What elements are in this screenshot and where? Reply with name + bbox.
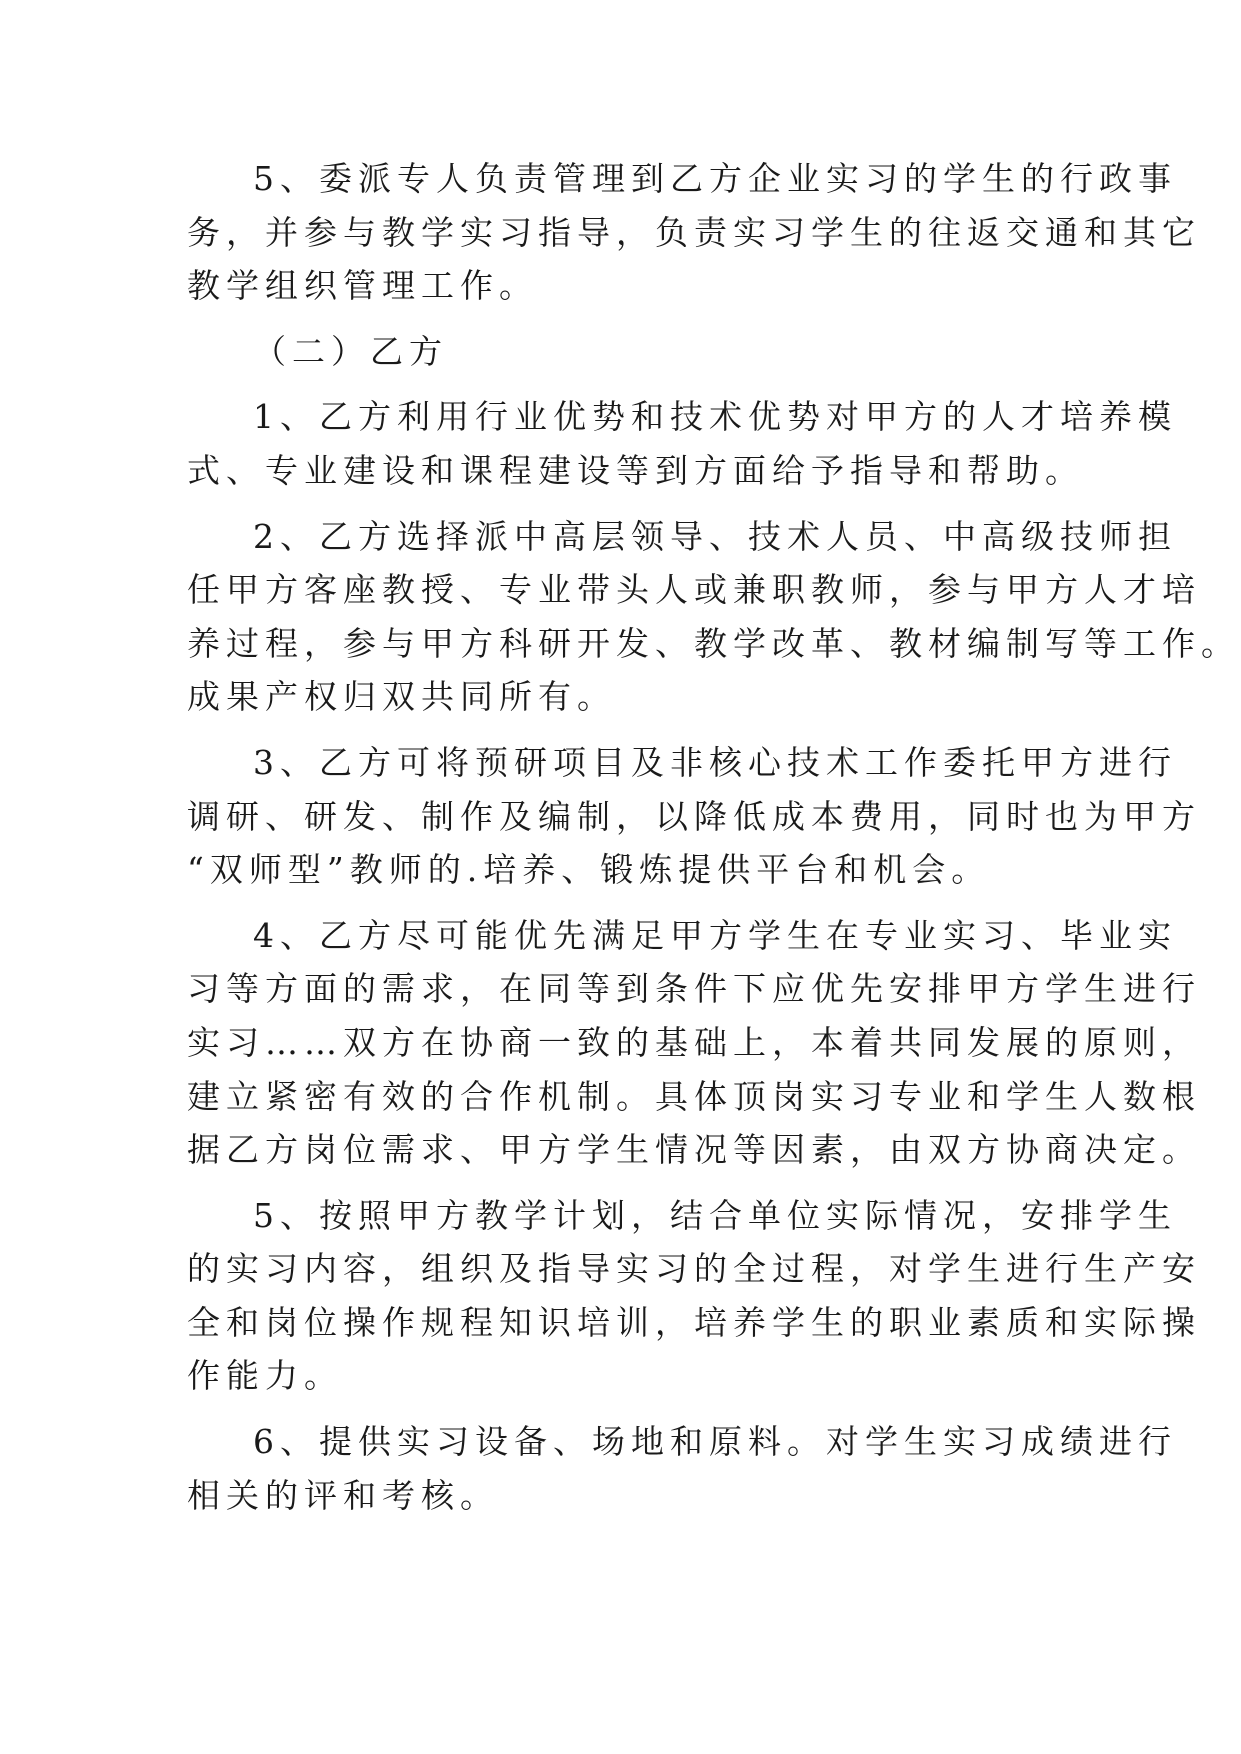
paragraph-b1 [187, 390, 1177, 497]
paragraph-b5 [187, 1189, 1201, 1403]
text-line: 务，并参与教学实习指导，负责实习学生的往返交通和其它 [187, 212, 1201, 252]
text-line: 任甲方客座教授、专业带头人或兼职教师，参与甲方人才培 [187, 570, 1201, 610]
text-line: 的实习内容，组织及指导实习的全过程，对学生进行生产安 [187, 1249, 1201, 1289]
paragraph-a5 [187, 152, 1201, 313]
text-line: 实习……双方在协商一致的基础上，本着共同发展的原则， [187, 1022, 1201, 1062]
text-line: 2、乙方选择派中高层领导、技术人员、中高级技师担 [253, 516, 1177, 556]
text-line: 教学组织管理工作。 [187, 266, 538, 306]
text-line: 养过程，参与甲方科研开发、教学改革、教材编制写等工作。 [187, 623, 1240, 663]
section-heading [187, 325, 1067, 379]
text-line: 作能力。 [187, 1356, 343, 1396]
text-line: 习等方面的需求，在同等到条件下应优先安排甲方学生进行 [187, 969, 1201, 1009]
text-line: 3、乙方可将预研项目及非核心技术工作委托甲方进行 [253, 742, 1177, 782]
text-line: 建立紧密有效的合作机制。具体顶岗实习专业和学生人数根 [187, 1076, 1201, 1116]
text-line: 据乙方岗位需求、甲方学生情况等因素，由双方协商决定。 [187, 1130, 1201, 1170]
text-line: 调研、研发、制作及编制，以降低成本费用，同时也为甲方 [187, 796, 1201, 836]
text-line: 6、提供实习设备、场地和原料。对学生实习成绩进行 [253, 1422, 1177, 1462]
text-line: “双师型”教师的.培养、锻炼提供平台和机会。 [187, 850, 991, 890]
paragraph-b3 [187, 736, 1201, 897]
text-line: 全和岗位操作规程知识培训，培养学生的职业素质和实际操 [187, 1302, 1201, 1342]
text-line: 成果产权归双共同所有。 [187, 677, 616, 717]
text-line: 式、专业建设和课程建设等到方面给予指导和帮助。 [187, 450, 1084, 490]
paragraph-b6 [187, 1415, 1177, 1522]
text-line: 1、乙方利用行业优势和技术优势对甲方的人才培养模 [253, 397, 1177, 437]
heading-line: （二）乙方 [253, 331, 448, 371]
text-line: 相关的评和考核。 [187, 1475, 499, 1515]
text-line: 5、委派专人负责管理到乙方企业实习的学生的行政事 [253, 159, 1177, 198]
paragraph-b4 [187, 909, 1201, 1177]
text-line: 4、乙方尽可能优先满足甲方学生在专业实习、毕业实 [253, 915, 1177, 955]
paragraph-b2 [187, 510, 1240, 724]
document-body [187, 152, 1240, 1522]
text-line: 5、按照甲方教学计划，结合单位实际情况，安排学生 [253, 1195, 1177, 1235]
